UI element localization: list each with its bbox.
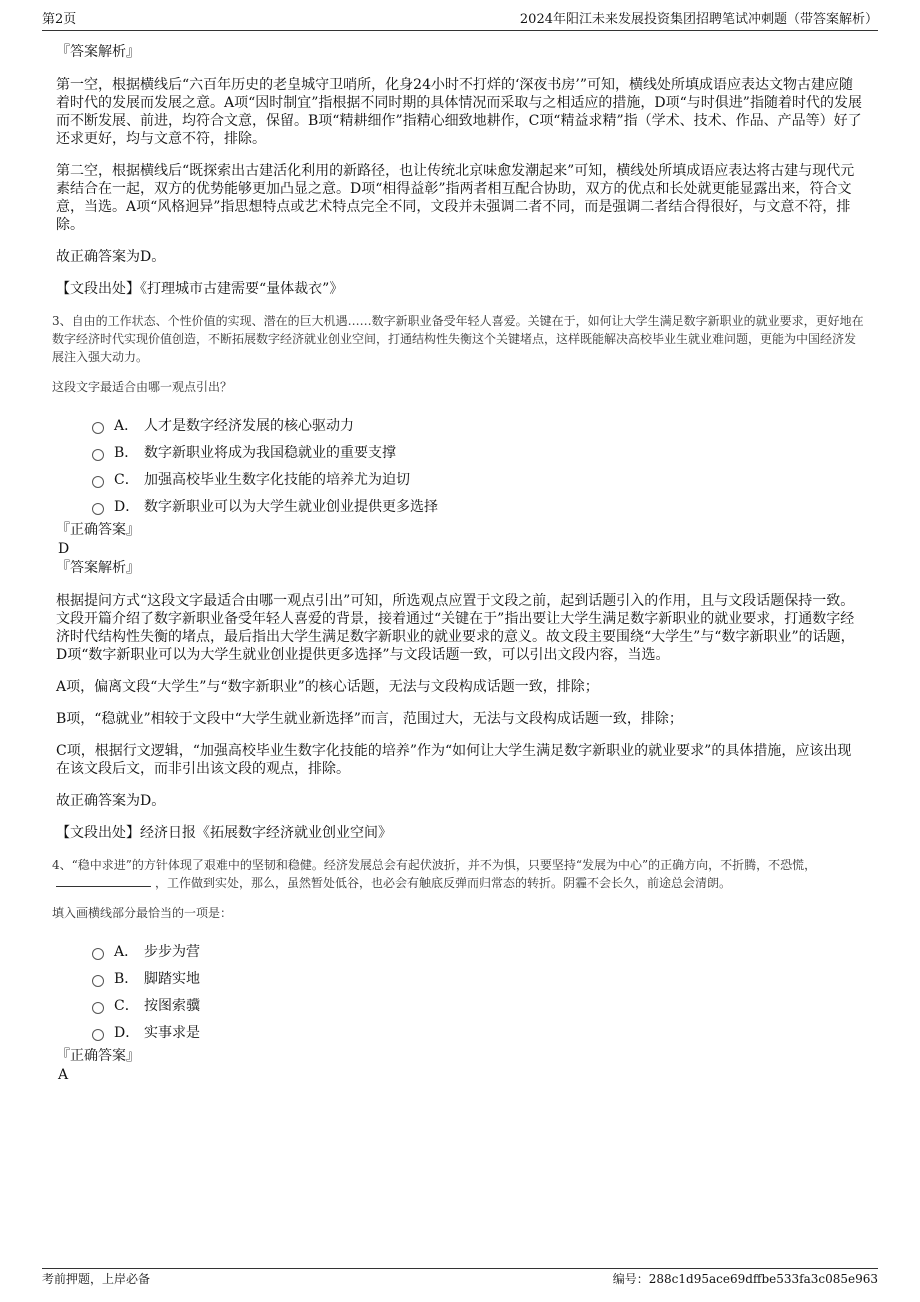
option-text: 脚踏实地 [144,970,200,987]
q4-option-c[interactable] [56,992,864,1019]
radio-icon[interactable] [92,948,104,960]
q2-source: 【文段出处】《打理城市古建需要“量体裁衣”》 [56,281,344,297]
page-number: 第2页 [42,12,77,27]
option-text: 人才是数字经济发展的核心驱动力 [144,417,354,434]
radio-icon[interactable] [92,975,104,987]
q2-conclusion: 故正确答案为D。 [56,249,166,265]
option-letter: C． [114,471,139,488]
option-letter: A． [114,417,139,434]
q3-source: 【文段出处】经济日报《拓展数字经济就业创业空间》 [56,825,392,841]
option-letter: C． [114,997,139,1014]
q4-prompt: 填入画横线部分最恰当的一项是： [52,906,233,920]
footer-serial: 编号：288c1d95ace69dffbe533fa3c085e963 [612,1272,878,1286]
q2-analysis-para1: 第一空，根据横线后“六百年历史的老皇城守卫哨所，化身24小时不打烊的‘深夜书房’”可知，横线处所填成语应表达文物古建应随着时代的发展而发展之意。A项“因时制宜”指根据不同时期的具体情况而采取与之相适应的措施，D项“与时俱进”指随着时代的发展而不断发展、前进，均符合文意，保留。B项“精耕细作”指精心细致地耕作，C项“精益求精”指（学术、技术、作品、产品等）好了还求更好，均与文意不符，排除。 [56,77,862,147]
q3-analysis-para1: 根据提问方式“这段文字最适合由哪一观点引出”可知，所选观点应置于文段之前，起到话题引入的作用，且与文段话题保持一致。文段开篇介绍了数字新职业备受年轻人喜爱的背景，接着通过“关键在于”指出要让大学生满足数字新职业的就业要求，打通数字经济时代结构性失衡的堵点，最后指出大学生满足数字新职业的就业要求的意义。故文段主要围绕“大学生”与“数字新职业”的话题，D项“数字新职业可以为大学生就业创业提供更多选择”与文段话题一致，可以引出文段内容，当选。 [56,593,855,663]
option-text: 实事求是 [144,1024,200,1041]
q4-stem [52,856,864,892]
q3-conclusion: 故正确答案为D。 [56,793,166,809]
q3-option-c[interactable] [56,466,864,493]
q4-stem-before: 4、“稳中求进”的方针体现了艰难中的坚韧和稳健。经济发展总会有起伏波折，并不为惧，只要坚持“发展为中心”的正确方向，不折腾，不恐慌， [52,858,817,872]
radio-icon[interactable] [92,1002,104,1014]
option-text: 步步为营 [144,943,200,960]
radio-icon[interactable] [92,422,104,434]
page-footer [42,1268,878,1289]
q3-prompt: 这段文字最适合由哪一观点引出？ [52,380,233,394]
radio-icon[interactable] [92,449,104,461]
q3-options [56,412,864,520]
option-text: 数字新职业将成为我国稳就业的重要支撑 [144,444,396,461]
q3-option-b[interactable] [56,439,864,466]
q3-analysis-para2: A项，偏离文段“大学生”与“数字新职业”的核心话题，无法与文段构成话题一致，排除； [56,679,599,695]
q4-option-d[interactable] [56,1019,864,1046]
footer-slogan: 考前押题，上岸必备 [42,1272,151,1286]
q3-analysis-para3: B项，“稳就业”相较于文段中“大学生就业新选择”而言，范围过大，无法与文段构成话题一致，排除； [56,711,683,727]
q3-stem: 3、自由的工作状态、个性价值的实现、潜在的巨大机遇……数字新职业备受年轻人喜爱。关键在于，如何让大学生满足数字新职业的就业要求，更好地在数字经济时代实现价值创造，不断拓展数字经济就业创业空间，打通结构性失衡这个关键堵点，这样既能解决高校毕业生就业难问题，更能为中国经济发展注入强大动力。 [52,314,864,364]
q4-option-a[interactable] [56,938,864,965]
option-letter: D． [114,1024,140,1041]
option-text: 加强高校毕业生数字化技能的培养尤为迫切 [144,471,410,488]
page-header [42,10,878,31]
q4-options [56,938,864,1046]
option-letter: D． [114,498,140,515]
q3-option-a[interactable] [56,412,864,439]
radio-icon[interactable] [92,476,104,488]
radio-icon[interactable] [92,503,104,515]
q4-option-b[interactable] [56,965,864,992]
fill-blank [56,874,151,887]
q3-answer: D [58,541,70,557]
q3-analysis-para4: C项，根据行文逻辑，“加强高校毕业生数字化技能的培养”作为“如何让大学生满足数字新职业的就业要求”的具体措施，应该出现在该文段后文，而非引出该文段的观点，排除。 [56,743,852,777]
option-text: 数字新职业可以为大学生就业创业提供更多选择 [144,498,438,515]
page-content [52,42,864,1084]
radio-icon[interactable] [92,1029,104,1041]
option-letter: A． [114,943,139,960]
q4-answer: A [58,1067,69,1083]
q3-answer-label: 『正确答案』 [56,522,140,538]
q4-stem-after: ，工作做到实处，那么，虽然暂处低谷，也必会有触底反弹而归常态的转折。阴霾不会长久，前途总会清朗。 [155,876,732,890]
q3-analysis-label: 『答案解析』 [56,560,140,576]
q3-option-d[interactable] [56,493,864,520]
document-title: 2024年阳江未来发展投资集团招聘笔试冲刺题（带答案解析） [519,12,878,27]
option-letter: B． [114,444,139,461]
q4-answer-label: 『正确答案』 [56,1048,140,1064]
q2-analysis-para2: 第二空，根据横线后“既探索出古建活化利用的新路径，也让传统北京味愈发潮起来”可知，横线处所填成语应表达将古建与现代元素结合在一起，双方的优势能够更加凸显之意。D项“相得益彰”指两者相互配合协助，双方的优点和长处就更能显露出来，符合文意，当选。A项“风格迥异”指思想特点或艺术特点完全不同，文段并未强调二者不同，而是强调二者结合得很好，与文意不符，排除。 [56,163,855,233]
option-text: 按图索骥 [144,997,200,1014]
option-letter: B． [114,970,139,987]
q2-analysis-label: 『答案解析』 [56,44,140,60]
